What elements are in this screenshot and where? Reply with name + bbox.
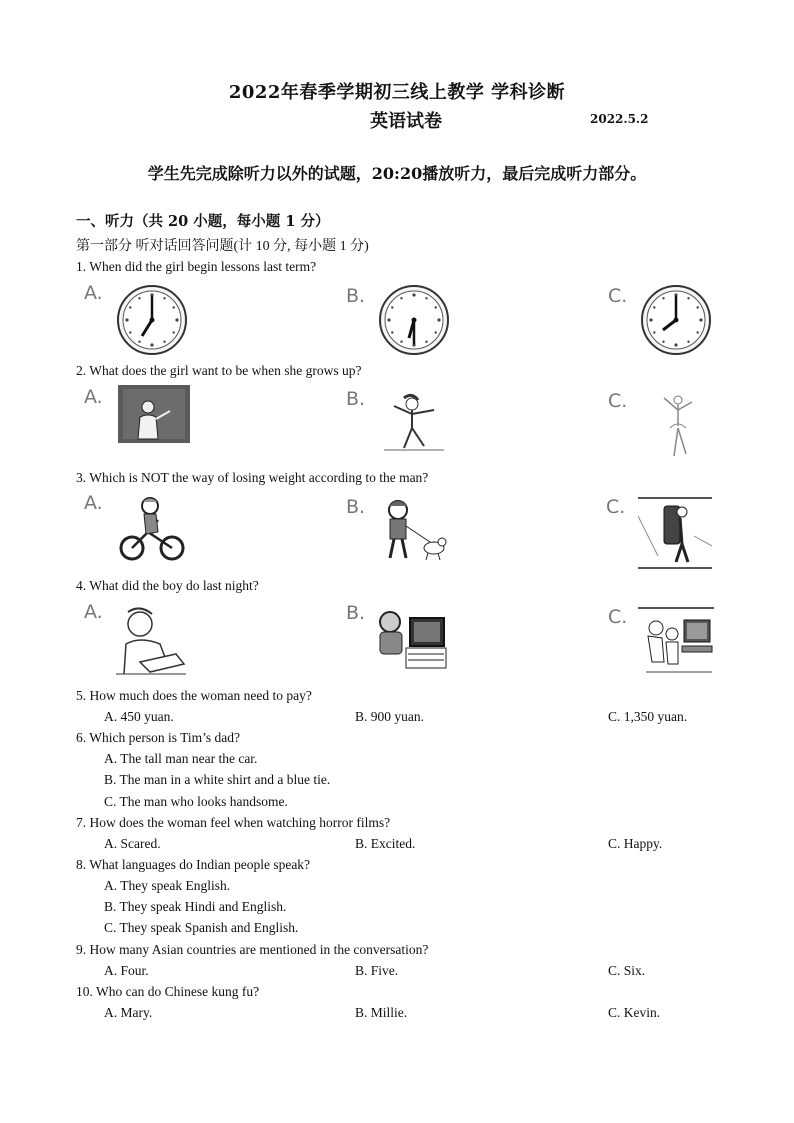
boy-watching-tv-icon [374, 604, 448, 672]
question-5: 5. How much does the woman need to pay? [76, 688, 312, 703]
option-c: C. The man who looks handsome. [104, 794, 288, 809]
clock-eight-icon [640, 284, 712, 356]
option-letter-b: B. [346, 496, 366, 518]
dancer-icon [378, 392, 450, 454]
option-letter-a: A. [84, 386, 103, 408]
question-2: 2. What does the girl want to be when she grows up? [76, 363, 362, 378]
option-letter-a: A. [84, 492, 103, 514]
option-c: C. They speak Spanish and English. [104, 920, 299, 935]
option-a: A. Mary. [104, 1005, 153, 1020]
option-letter-a: A. [84, 601, 103, 623]
option-letter-c: C. [606, 496, 626, 518]
option-a: A. Scared. [104, 836, 161, 851]
option-c: C. 1,350 yuan. [608, 709, 688, 724]
option-b: B. Excited. [355, 836, 416, 851]
dog-walker-icon [376, 496, 448, 564]
option-b: B. Millie. [355, 1005, 408, 1020]
section-heading: 一、听力（共 20 小题，每小题 1 分） [76, 213, 330, 230]
option-letter-c: C. [608, 606, 628, 628]
option-c: C. Kevin. [608, 1005, 661, 1020]
clock-half-six-icon [378, 284, 450, 356]
option-letter-c: C. [608, 285, 628, 307]
clock-seven-icon [116, 284, 188, 356]
option-a: A. Four. [104, 963, 149, 978]
option-letter-b: B. [346, 285, 366, 307]
option-letter-b: B. [346, 388, 366, 410]
option-c: C. Six. [608, 963, 646, 978]
ballet-dancer-icon [652, 390, 704, 462]
option-a: A. The tall man near the car. [104, 751, 258, 766]
question-3: 3. Which is NOT the way of losing weight according to the man? [76, 470, 429, 485]
option-letter-a: A. [84, 282, 103, 304]
option-b: B. They speak Hindi and English. [104, 899, 287, 914]
page-title: 2022年春季学期初三线上教学 学科诊断 [228, 82, 566, 103]
luggage-carrier-icon [638, 496, 712, 570]
question-1: 1. When did the girl begin lessons last term? [76, 259, 317, 274]
question-8: 8. What languages do Indian people speak? [76, 857, 311, 872]
teacher-blackboard-icon [118, 385, 190, 443]
option-a: A. They speak English. [104, 878, 231, 893]
bike-rider-icon [118, 492, 186, 564]
option-b: B. Five. [355, 963, 399, 978]
exam-notice: 学生先完成除听力以外的试题，20:20播放听力，最后完成听力部分。 [147, 164, 647, 183]
boy-computer-icon [638, 606, 714, 678]
question-7: 7. How does the woman feel when watching horror films? [76, 815, 391, 830]
part-heading: 第一部分 听对话回答问题(计 10 分, 每小题 1 分) [76, 239, 369, 254]
question-4: 4. What did the boy do last night? [76, 578, 259, 593]
option-b: B. 900 yuan. [355, 709, 424, 724]
question-6: 6. Which person is Tim’s dad? [76, 730, 241, 745]
option-c: C. Happy. [608, 836, 663, 851]
question-9: 9. How many Asian countries are mentioned in the conversation? [76, 942, 429, 957]
option-letter-c: C. [608, 390, 628, 412]
question-10: 10. Who can do Chinese kung fu? [76, 984, 260, 999]
option-b: B. The man in a white shirt and a blue tie. [104, 772, 331, 787]
exam-subtitle: 英语试卷 [370, 111, 442, 132]
exam-date: 2022.5.2 [590, 112, 649, 126]
boy-reading-icon [110, 604, 190, 676]
option-letter-b: B. [346, 602, 366, 624]
option-a: A. 450 yuan. [104, 709, 174, 724]
